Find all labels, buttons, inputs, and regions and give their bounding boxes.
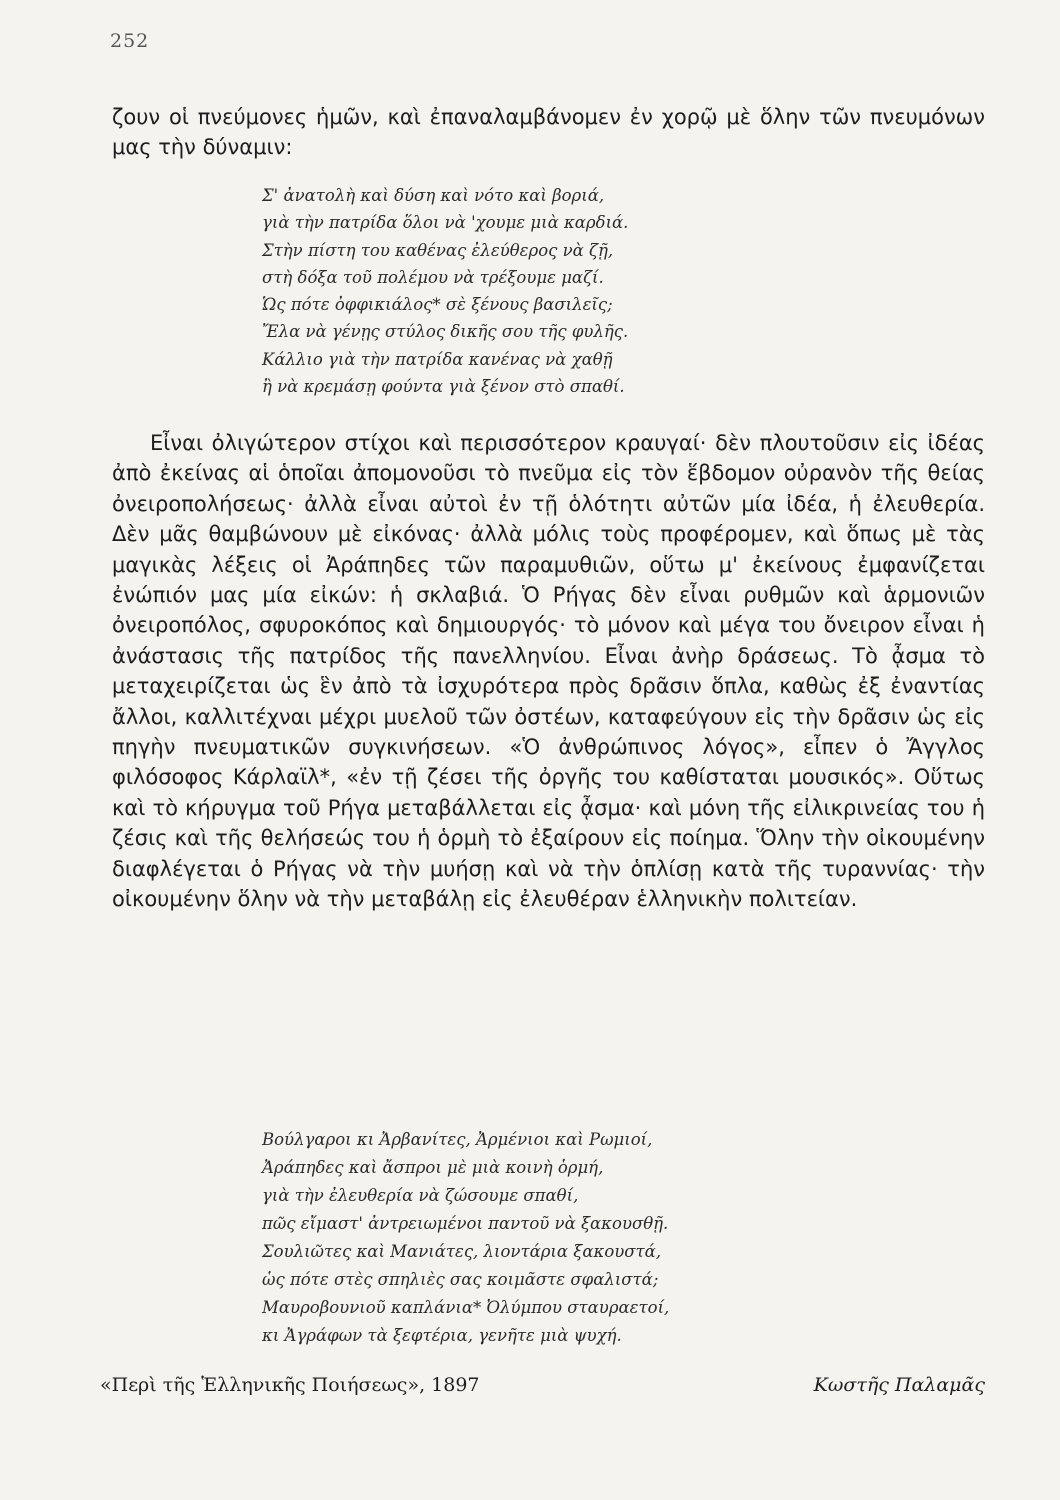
poem-stanza-two	[262, 1126, 669, 1350]
poem-line: Κάλλιο γιὰ τὴν πατρίδα κανένας νὰ χαθῇ	[262, 349, 613, 369]
opening-paragraph: ζουν οἱ πνεύμονες ἡμῶν, καὶ ἐπαναλαμβάνομεν ἐν χορῷ μὲ ὅλην τῶν πνευμόνων μας τὴν δύναμιν:	[112, 105, 985, 160]
source-citation: «Περὶ τῆς Ἑλληνικῆς Ποιήσεως», 1897	[100, 1374, 480, 1396]
page-number: 252	[110, 30, 150, 52]
poem-line: ὡς πότε στὲς σπηλιὲς σας κοιμᾶστε σφαλιστά;	[262, 1270, 659, 1289]
poem-line: Ἔλα νὰ γένῃς στύλος δικῆς σου τῆς φυλῆς.	[262, 322, 629, 342]
poem-line: γιὰ τὴν ἐλευθερία νὰ ζώσουμε σπαθί,	[262, 1186, 579, 1205]
poem-line: γιὰ τὴν πατρίδα ὅλοι νὰ 'χουμε μιὰ καρδιά.	[262, 213, 629, 233]
poem-line: Βούλγαροι κι Ἀρβανίτες, Ἀρμένιοι καὶ Ρωμιοί,	[262, 1130, 653, 1149]
poem-line: πῶς εἴμαστ' ἀντρειωμένοι παντοῦ νὰ ξακουσθῇ.	[262, 1214, 669, 1233]
poem-stanza-one	[262, 182, 628, 400]
poem-line: Μαυροβουνιοῦ καπλάνια* Ὀλύμπου σταυραετοί,	[262, 1298, 670, 1317]
main-paragraph: Εἶναι ὀλιγώτερον στίχοι καὶ περισσότερον κραυγαί· δὲν πλουτοῦσιν εἰς ἰδέας ἀπὸ ἐκείνας αἱ ὁποῖαι ἀπομονοῦσι τὸ πνεῦμα εἰς τὸν ἕβδομον οὐρανὸν τῆς θείας ὀνειροπολήσεως· ἀλλὰ εἶναι αὐτοὶ ἐν τῇ ὁλότητι αὐτῶν μία ἰδέα, ἡ ἐλευθερία. Δὲν μᾶς θαμβώνουν μὲ εἰκόνας· ἀλλὰ μόλις τοὺς προφέρομεν, καὶ ὅπως μὲ τὰς μαγικὰς λέξεις οἱ Ἀράπηδες τῶν παραμυθιῶν, οὕτω μ' ἐκείνους ἐμφανίζεται ἐνώπιόν μας μία εἰκών: ἡ σκλαβιά. Ὁ Ρήγας δὲν εἶναι ρυθμῶν καὶ ἁρμονιῶν ὀνειροπόλος, σφυροκόπος καὶ δημιουργός· τὸ μόνον καὶ μέγα του ὄνειρον εἶναι ἡ ἀνάστασις τῆς πατρίδος τῆς πανελληνίου. Εἶναι ἀνὴρ δράσεως. Τὸ ᾆσμα τὸ μεταχειρίζεται ὡς ἓν ἀπὸ τὰ ἰσχυρότερα πρὸς δρᾶσιν ὅπλα, καθὼς ἐξ ἐναντίας ἄλλοι, καλλιτέχναι μέχρι μυελοῦ τῶν ὀστέων, καταφεύγουν εἰς τὴν δρᾶσιν ὡς εἰς πηγὴν πνευματικῶν συγκινήσεων. «Ὁ ἀνθρώπινος λόγος», εἶπεν ὁ Ἄγγλος φιλόσοφος Κάρλαϊλ*, «ἐν τῇ ζέσει τῆς ὀργῆς του καθίσταται μουσικός». Οὕτως καὶ τὸ κήρυγμα τοῦ Ρήγα μεταβάλλεται εἰς ᾆσμα· καὶ μόνη τῆς εἰλικρινείας του ἡ ζέσις καὶ τῆς θελήσεώς του ἡ ὁρμὴ τὸ ἐξαίρουν εἰς ποίημα. Ὅλην τὴν οἰκουμένην διαφλέγεται ὁ Ρήγας νὰ τὴν μυήσῃ καὶ νὰ τὴν ὁπλίσῃ κατὰ τῆς τυραννίας· τὴν οἰκουμένην ὅλην νὰ τὴν μεταβάλῃ εἰς ἐλευθέραν ἑλληνικὴν πολιτείαν.	[112, 431, 985, 912]
poem-line: Σουλιῶτες καὶ Μανιάτες, λιοντάρια ξακουστά,	[262, 1242, 662, 1261]
poem-line: Ἀράπηδες καὶ ἄσπροι μὲ μιὰ κοινὴ ὁρμή,	[262, 1158, 604, 1177]
author-name: Κωστῆς Παλαμᾶς	[813, 1374, 985, 1396]
poem-line: Σ' ἀνατολὴ καὶ δύση καὶ νότο καὶ βοριά,	[262, 186, 605, 205]
poem-line: Στὴν πίστη του καθένας ἐλεύθερος νὰ ζῇ,	[262, 240, 614, 260]
poem-line: κι Ἀγράφων τὰ ξεφτέρια, γενῆτε μιὰ ψυχή.	[262, 1326, 622, 1345]
poem-line: στὴ δόξα τοῦ πολέμου νὰ τρέξουμε μαζί.	[262, 267, 604, 287]
citation-footer	[100, 1374, 985, 1396]
poem-line: Ὡς πότε ὀφφικιάλος* σὲ ξένους βασιλεῖς;	[262, 295, 613, 315]
poem-line: ἢ νὰ κρεμάσῃ φούντα γιὰ ξένον στὸ σπαθί.	[262, 377, 625, 397]
